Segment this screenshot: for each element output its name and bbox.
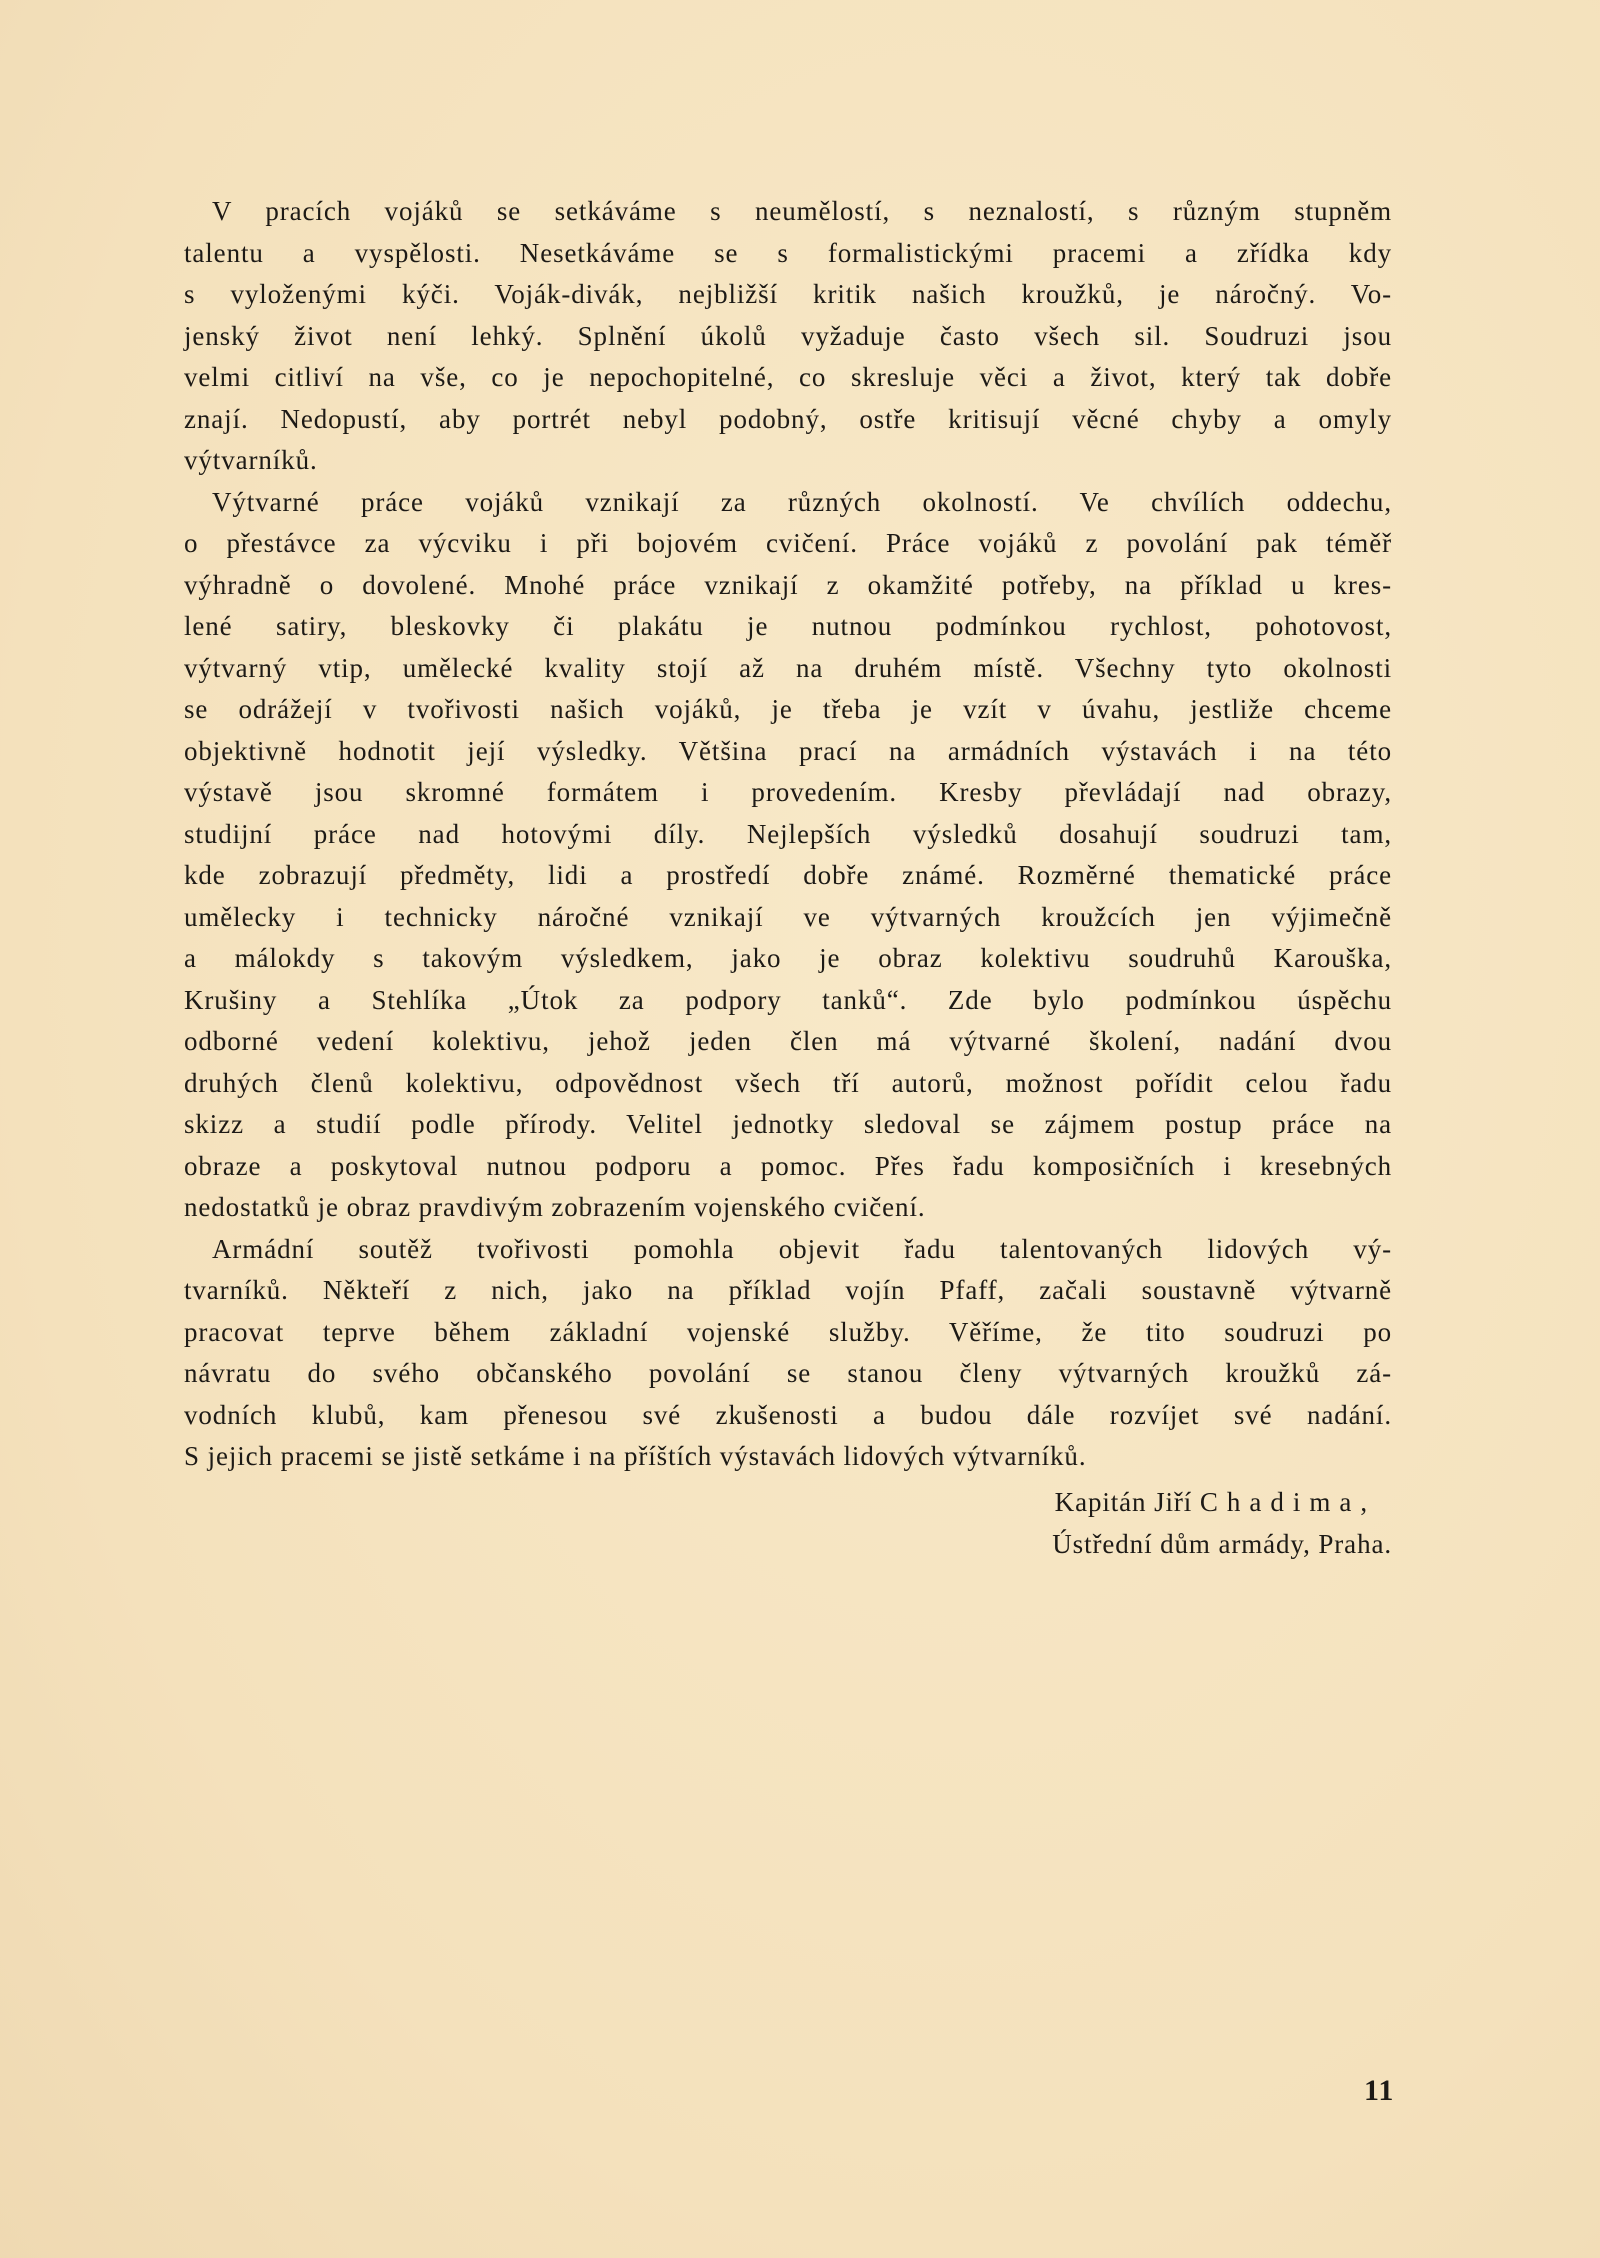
text-line: Výtvarné práce vojáků vznikají za různých okolností. Ve chvílích oddechu, [212, 486, 1392, 517]
author-name-line [1052, 1481, 1368, 1523]
text-line: o přestávce za výcviku i při bojovém cvičení. Práce vojáků z povolání pak téměř [184, 528, 1392, 558]
text-line: s vyloženými kýči. Voják-divák, nejbližší kritik našich kroužků, je náročný. Vo- [184, 279, 1392, 309]
text-line: objektivně hodnotit její výsledky. Většina prací na armádních výstavách i na této [184, 735, 1392, 766]
paragraph [184, 482, 1392, 1229]
text-line: druhých členů kolektivu, odpovědnost všech tří autorů, možnost pořídit celou řadu [184, 1067, 1392, 1098]
text-line: odborné vedení kolektivu, jehož jeden člen má výtvarné školení, nadání dvou [184, 1026, 1392, 1056]
text-line: studijní práce nad hotovými díly. Nejlepších výsledků dosahují soudruzi tam, [184, 818, 1392, 849]
text-line: V pracích vojáků se setkáváme s neumělostí, s neznalostí, s různým stupněm [212, 196, 1392, 226]
text-line: skizz a studií podle přírody. Velitel jednotky sledoval se zájmem postup práce na [184, 1109, 1392, 1139]
page-number: 11 [1364, 2074, 1395, 2107]
article-body [184, 191, 1392, 1478]
text-line: obraze a poskytoval nutnou podporu a pomoc. Přes řadu komposičních i kresebných [184, 1150, 1392, 1181]
text-line: výtvarný vtip, umělecké kvality stojí až na druhém místě. Všechny tyto okolnosti [184, 652, 1392, 683]
text-line: S jejich pracemi se jistě setkáme i na příštích výstavách lidových výtvarníků. [184, 1441, 1087, 1471]
text-line: lené satiry, bleskovky či plakátu je nutnou podmínkou rychlost, pohotovost, [184, 611, 1392, 641]
text-line: Krušiny a Stehlíka „Útok za podpory tanků“. Zde bylo podmínkou úspěchu [184, 984, 1392, 1015]
text-line: nedostatků je obraz pravdivým zobrazením vojenského cvičení. [184, 1192, 926, 1222]
text-line: kde zobrazují předměty, lidi a prostředí dobře známé. Rozměrné thematické práce [184, 860, 1392, 890]
text-line: výstavě jsou skromné formátem i provedením. Kresby převládají nad obrazy, [184, 777, 1392, 807]
text-line: pracovat teprve během základní vojenské služby. Věříme, že tito soudruzi po [184, 1316, 1392, 1347]
text-line: jenský život není lehký. Splnění úkolů vyžaduje často všech sil. Soudruzi jsou [184, 320, 1392, 351]
text-line: Armádní soutěž tvořivosti pomohla objevit řadu talentovaných lidových vý- [212, 1233, 1392, 1264]
author-institution: Ústřední dům armády, Praha. [1052, 1529, 1392, 1559]
paragraph [184, 1229, 1392, 1478]
text-line: výhradně o dovolené. Mnohé práce vznikají z okamžité potřeby, na příklad u kres- [184, 569, 1392, 600]
text-line: znají. Nedopustí, aby portrét nebyl podobný, ostře kritisují věcné chyby a omyly [184, 403, 1392, 434]
text-line: návratu do svého občanského povolání se stanou členy výtvarných kroužků zá- [184, 1358, 1392, 1388]
text-line: umělecky i technicky náročné vznikají ve výtvarných kroužcích jen výjimečně [184, 901, 1392, 932]
text-line: výtvarníků. [184, 445, 318, 475]
text-line: talentu a vyspělosti. Nesetkáváme se s formalistickými pracemi a zřídka kdy [184, 237, 1392, 268]
author-rank-first-name: Kapitán Jiří [1054, 1487, 1193, 1517]
author-surname-punct: , [1360, 1487, 1368, 1517]
text-line: se odrážejí v tvořivosti našich vojáků, je třeba je vzít v úvahu, jestliže chceme [184, 694, 1392, 724]
text-line: a málokdy s takovým výsledkem, jako je obraz kolektivu soudruhů Karouška, [184, 943, 1392, 973]
author-signature [1052, 1481, 1392, 1565]
text-line: velmi citliví na vše, co je nepochopitelné, co skresluje věci a život, který tak dobře [184, 362, 1392, 392]
text-line: vodních klubů, kam přenesou své zkušenosti a budou dále rozvíjet své nadání. [184, 1399, 1392, 1430]
paragraph [184, 191, 1392, 482]
author-surname: Chadima [1199, 1487, 1361, 1517]
text-line: tvarníků. Někteří z nich, jako na příklad vojín Pfaff, začali soustavně výtvarně [184, 1275, 1392, 1305]
